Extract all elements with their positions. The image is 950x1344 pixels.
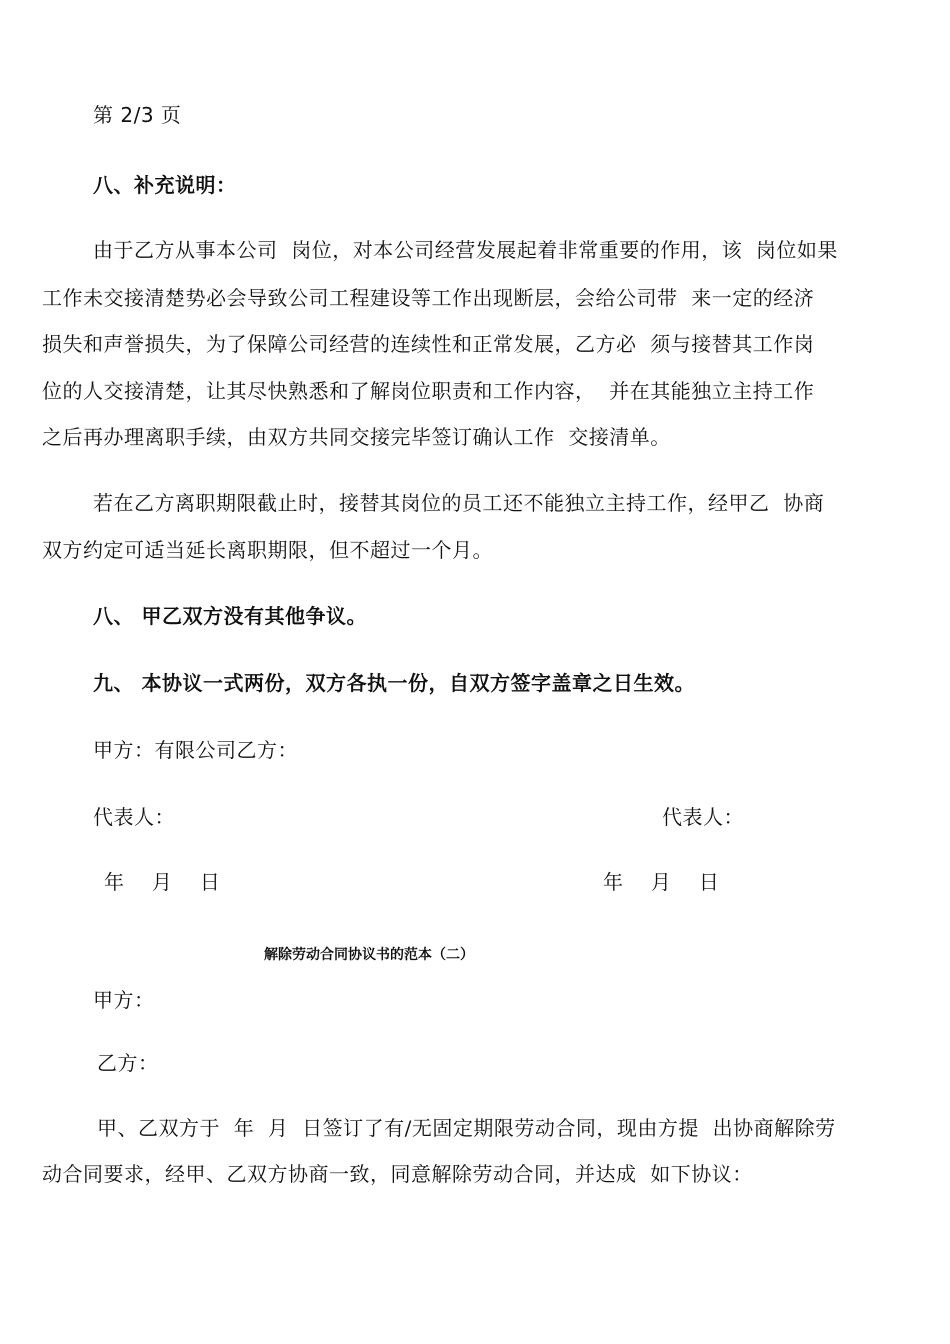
representative-right: 代表人：	[662, 805, 744, 829]
template2-party-a: 甲方：	[93, 988, 155, 1012]
signature-parties: 甲方：有限公司乙方：	[93, 738, 298, 762]
date-left: 年 月 日	[104, 870, 221, 894]
date-right: 年 月 日	[603, 870, 720, 894]
paragraph-line: 由于乙方从事本公司 岗位，对本公司经营发展起着非常重要的作用，该 岗位如果	[93, 238, 838, 262]
paragraph-line: 动合同要求，经甲、乙双方协商一致，同意解除劳动合同，并达成 如下协议：	[42, 1162, 753, 1186]
template2-party-b: 乙方：	[97, 1051, 159, 1075]
paragraph-line: 位的人交接清楚，让其尽快熟悉和了解岗位职责和工作内容， 并在其能独立主持工作	[42, 379, 815, 403]
paragraph-line: 之后再办理离职手续，由双方共同交接完毕签订确认工作 交接清单。	[42, 425, 671, 449]
paragraph-line: 损失和声誉损失，为了保障公司经营的连续性和正常发展，乙方必 须与接替其工作岗	[42, 332, 815, 356]
supplement-heading: 八、补充说明：	[93, 173, 237, 197]
paragraph-line: 工作未交接清楚势必会导致公司工程建设等工作出现断层，会给公司带 来一定的经济	[42, 286, 815, 310]
paragraph-line: 若在乙方离职期限截止时，接替其岗位的员工还不能独立主持工作，经甲乙 协商	[93, 491, 825, 515]
clause-8: 八、 甲乙双方没有其他争议。	[93, 604, 367, 628]
paragraph-line: 甲、乙双方于 年 月 日签订了有/无固定期限劳动合同，现由方提 出协商解除劳	[97, 1116, 836, 1140]
paragraph-line: 双方约定可适当延长离职期限，但不超过一个月。	[42, 538, 493, 562]
template2-title: 解除劳动合同协议书的范本（二）	[264, 947, 474, 963]
representative-left: 代表人：	[93, 805, 175, 829]
page-number: 第 2/3 页	[93, 103, 182, 127]
clause-9: 九、 本协议一式两份，双方各执一份，自双方签字盖章之日生效。	[93, 671, 695, 695]
